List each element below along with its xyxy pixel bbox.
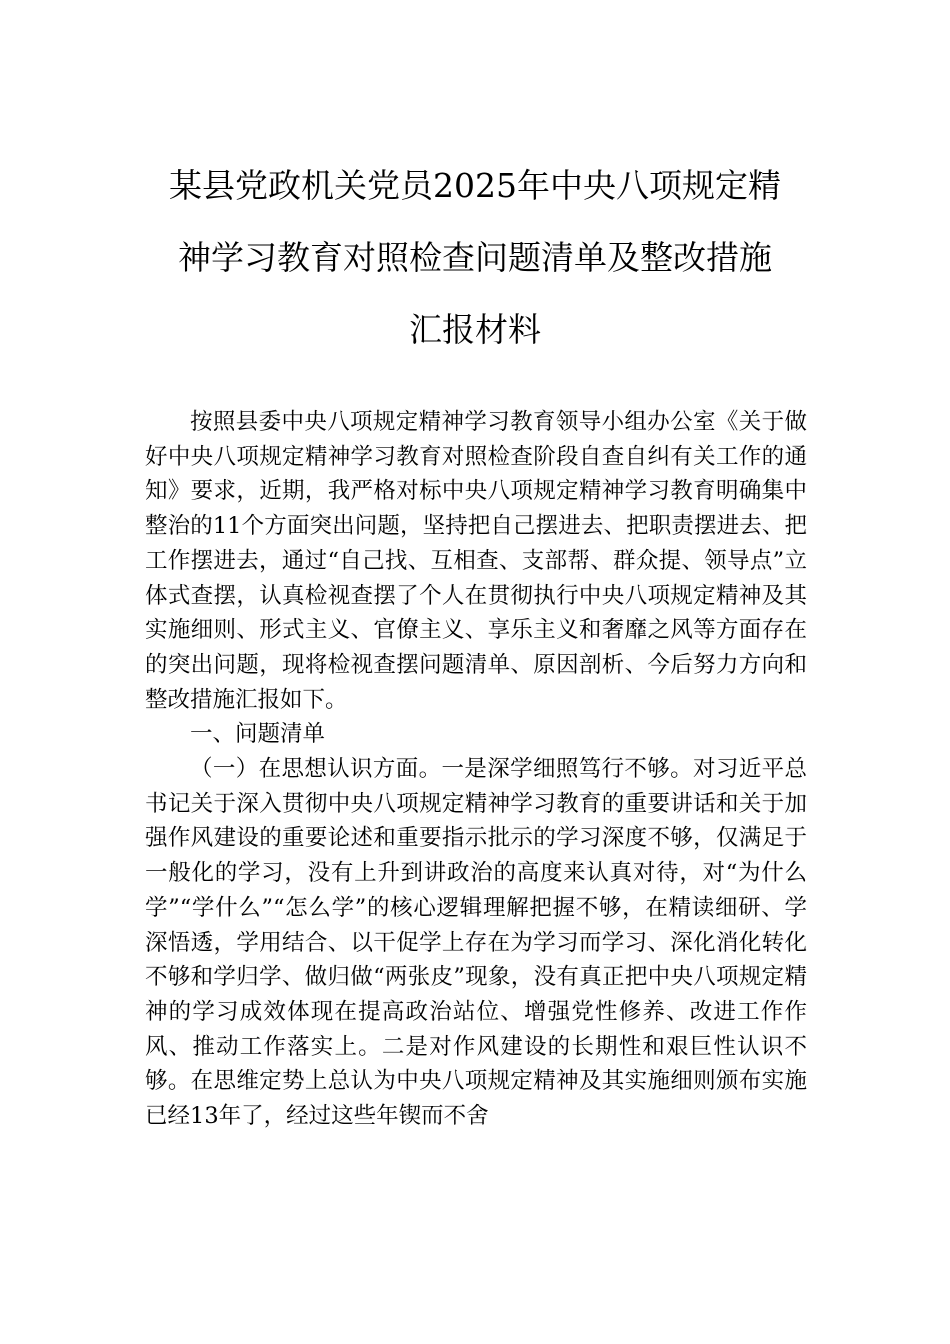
title-line-1: 某县党政机关党员2025年中央八项规定精: [169, 166, 781, 205]
section-heading: 一、问题清单: [190, 721, 326, 748]
document-title: [120, 150, 830, 366]
title-line-2: 神学习教育对照检查问题清单及整改措施: [178, 238, 772, 277]
section-paragraph: （一）在思想认识方面。一是深学细照笃行不够。对习近平总书记关于深入贯彻中央八项规定精神学习教育的重要讲话和关于加强作风建设的重要论述和重要指示批示的学习深度不够，仅满足于一般化的学习，没有上升到讲政治的高度来认真对待，对“为什么学”“学什么”“怎么学”的核心逻辑理解把握不够，在精读细研、学深悟透，学用结合、以干促学上存在为学习而学习、深化消化转化不够和学归学、做归做“两张皮”现象，没有真正把中央八项规定精神的学习成效体现在提高政治站位、增强党性修养、改进工作作风、推动工作落实上。二是对作风建设的长期性和艰巨性认识不够。在思维定势上总认为中央八项规定精神及其实施细则颁布实施已经13年了，经过这些年锲而不舍: [145, 756, 807, 1130]
intro-paragraph: 按照县委中央八项规定精神学习教育领导小组办公室《关于做好中央八项规定精神学习教育对照检查阶段自查自纠有关工作的通知》要求，近期，我严格对标中央八项规定精神学习教育明确集中整治的11个方面突出问题，坚持把自己摆进去、把职责摆进去、把工作摆进去，通过“自己找、互相查、支部帮、群众提、领导点”立体式查摆，认真检视查摆了个人在贯彻执行中央八项规定精神及其实施细则、形式主义、官僚主义、享乐主义和奢靡之风等方面存在的突出问题，现将检视查摆问题清单、原因剖析、今后努力方向和整改措施汇报如下。: [145, 409, 807, 713]
document-body: [145, 405, 807, 1134]
title-line-3: 汇报材料: [409, 310, 541, 349]
